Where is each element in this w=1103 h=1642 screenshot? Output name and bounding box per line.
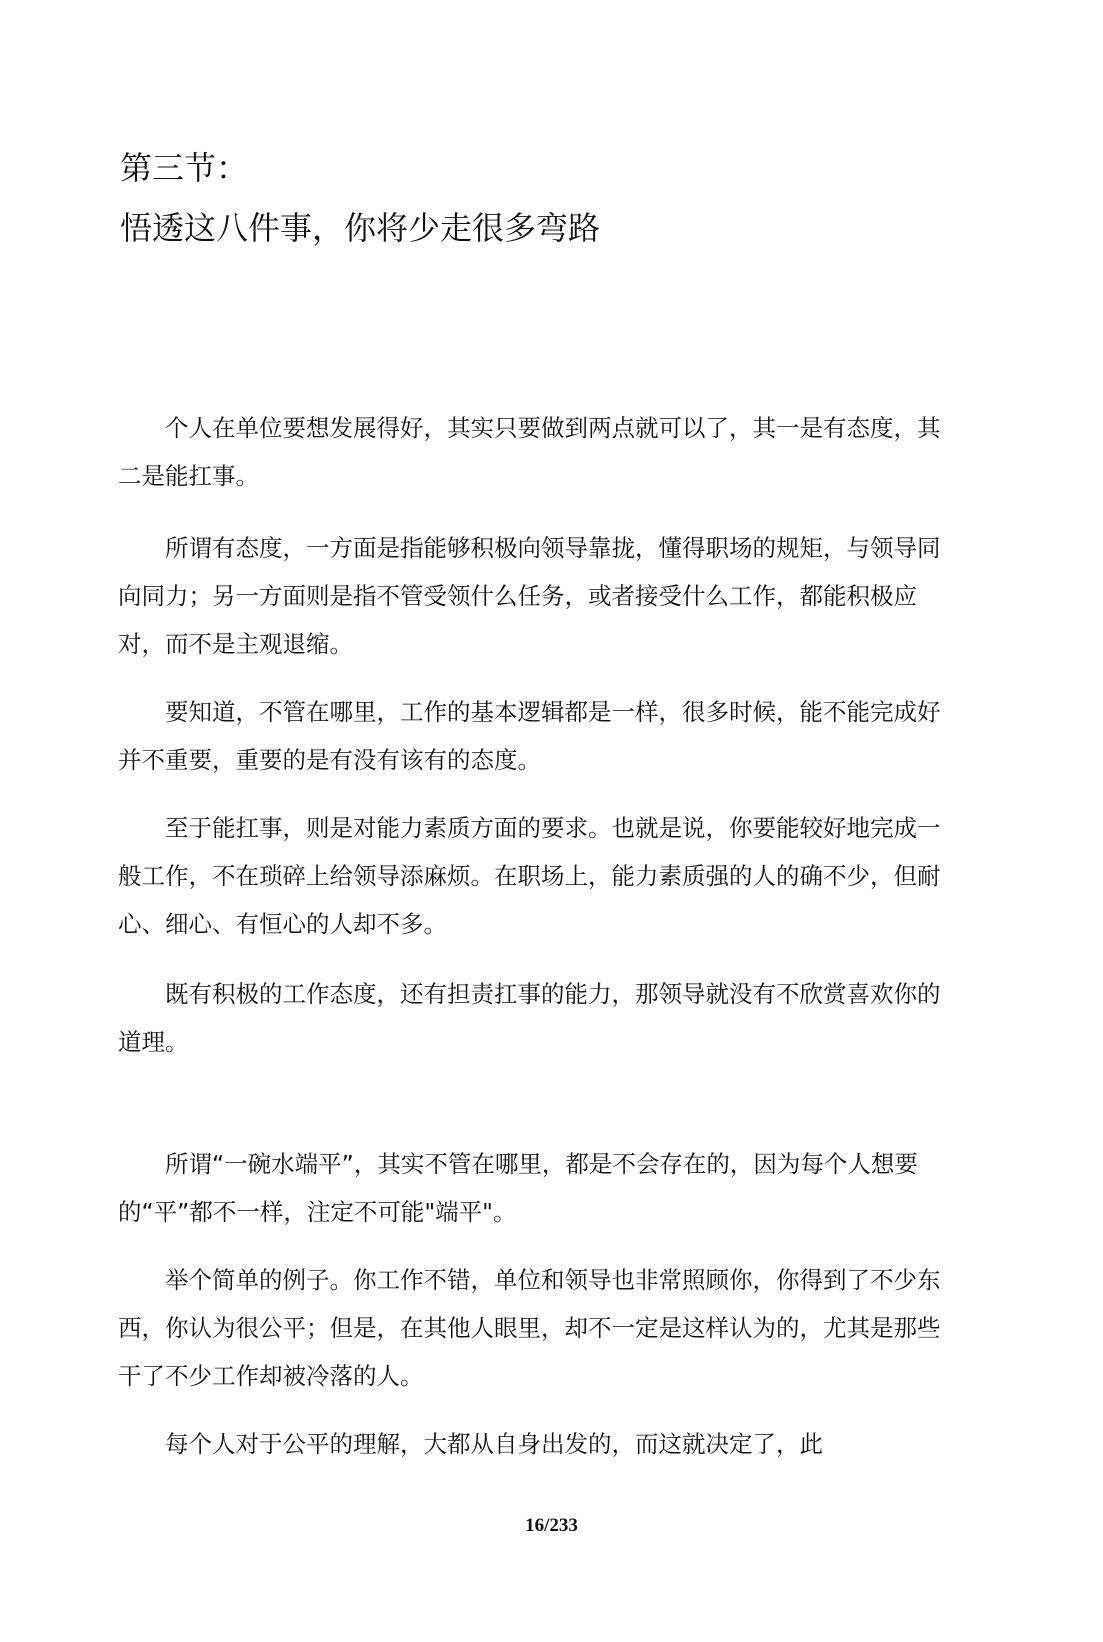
paragraph-7: 举个简单的例子。你工作不错，单位和领导也非常照顾你，你得到了不少东西，你认为很公平；但是，在其他人眼里，却不一定是这样认为的，尤其是那些干了不少工作却被冷落的人。 xyxy=(118,1266,941,1390)
paragraph-4: 至于能扛事，则是对能力素质方面的要求。也就是说，你要能较好地完成一般工作，不在琐碎上给领导添麻烦。在职场上，能力素质强的人的确不少，但耐心、细心、有恒心的人却不多。 xyxy=(118,814,941,938)
section-heading: 悟透这八件事，你将少走很多弯路 xyxy=(120,209,601,247)
section-title xyxy=(120,138,980,258)
paragraph-8: 每个人对于公平的理解，大都从自身出发的，而这就决定了，此 xyxy=(165,1430,823,1458)
paragraph-3: 要知道，不管在哪里，工作的基本逻辑都是一样，很多时候，能不能完成好并不重要，重要的是有没有该有的态度。 xyxy=(118,698,941,774)
page-number: 16/233 xyxy=(525,1515,578,1536)
paragraph-2: 所谓有态度，一方面是指能够积极向领导靠拢，懂得职场的规矩，与领导同向同力；另一方面则是指不管受领什么任务，或者接受什么工作，都能积极应对，而不是主观退缩。 xyxy=(118,534,941,658)
paragraph-5: 既有积极的工作态度，还有担责扛事的能力，那领导就没有不欣赏喜欢你的道理。 xyxy=(118,980,941,1056)
section-number: 第三节： xyxy=(120,149,249,187)
paragraph-6: 所谓“一碗水端平”，其实不管在哪里，都是不会存在的，因为每个人想要的“平”都不一样，注定不可能"端平"。 xyxy=(118,1150,918,1226)
paragraph-1: 个人在单位要想发展得好，其实只要做到两点就可以了，其一是有态度，其二是能扛事。 xyxy=(118,414,941,490)
